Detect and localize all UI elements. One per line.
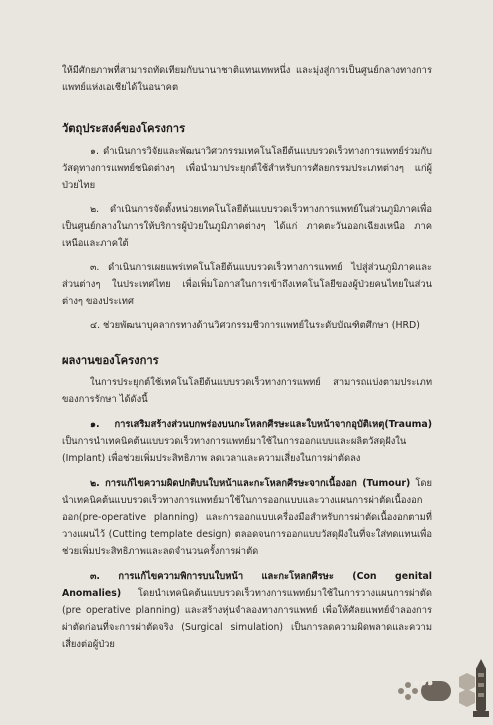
result-item-1 bbox=[62, 416, 432, 467]
result-item-2 bbox=[62, 475, 432, 560]
objective-item-1: ๑. ดำเนินการวิจัยและพัฒนาวิศวกรรมเทคโนโลยีต้นแบบรวดเร็วทางการแพทย์ร่วมกับวัสดุทางการแพทย์ชนิดต่างๆ เพื่อนำมาประยุกต์ใช้สำหรับการศัลยกรรมประเภทต่างๆ แก่ผู้ป่วยไทย bbox=[62, 146, 432, 191]
result-item-2-body: โดยนำเทคนิคต้นแบบรวดเร็วทางการแพทย์มาใช้ในการออกแบบและวางแผนการผ่าตัดเนื้องอกออก(pre-operative planning) และการออกแบบเครื่องมือสำหรับการผ่าตัดเนื้องอกตามที่วางแผนไว้ (Cutting template design) ตลอดจนการออกแบบวัสดุฝังในที่จะใส่ทดแทนเพื่อช่วยเพิ่มประสิทธิภาพและลดจำนวนครั้งการผ่าตัด bbox=[62, 478, 432, 557]
results-intro: ในการประยุกต์ใช้เทคโนโลยีต้นแบบรวดเร็วทางการแพทย์ สามารถแบ่งตามประเภทของการรักษา ได้ดังนี้ bbox=[62, 377, 432, 405]
objectives-section bbox=[62, 120, 432, 334]
objectives-heading: วัตถุประสงค์ของโครงการ bbox=[62, 122, 186, 135]
results-heading: ผลงานของโครงการ bbox=[62, 354, 159, 367]
results-section bbox=[62, 352, 432, 653]
intro-paragraph: ให้มีศักยภาพที่สามารถทัดเทียมกับนานาชาติแทนเทพหนึ่ง และมุ่งสู่การเป็นศูนย์กลางทางการแพทย์แห่งเอเชียได้ในอนาคต bbox=[62, 65, 432, 93]
objective-item-3: ๓. ดำเนินการเผยแพร่เทคโนโลยีต้นแบบรวดเร็วทางการแพทย์ ไปสู่ส่วนภูมิภาคและส่วนต่างๆ ในประเทศไทย เพื่อเพิ่มโอกาสในการเข้าถึงเทคโนโลยีของผู้ป่วยคนไทยในส่วนต่างๆ ของประเทศ bbox=[62, 262, 432, 307]
objective-item-4: ๔. ช่วยพัฒนาบุคลากรทางด้านวิศวกรรมชีวการแพทย์ในระดับบัณฑิตศึกษา (HRD) bbox=[90, 320, 420, 331]
page-number: ๑๑๑ bbox=[414, 678, 435, 688]
result-item-1-title: ๑. การเสริมสร้างส่วนบกพร่องบนกะโหลกศีรษะและใบหน้าจากอุบัติเหตุ(Trauma) bbox=[90, 419, 432, 430]
result-item-3 bbox=[62, 568, 432, 653]
result-item-1-body: เป็นการนำเทคนิคต้นแบบรวดเร็วทางการแพทย์มาใช้ในการออกแบบและผลิตวัสดุฝังใน (Implant) เพื่อช่วยเพิ่มประสิทธิภาพ ลดเวลาและความเสี่ยงในการผ่าตัดลง bbox=[62, 436, 407, 464]
result-item-2-title: ๒. การแก้ไขความผิดปกติบนใบหน้าและกะโหลกศีรษะจากเนื้องอก (Tumour) bbox=[90, 478, 411, 489]
footer-ornament-icon bbox=[395, 655, 493, 725]
objective-item-2: ๒. ดำเนินการจัดตั้งหน่วยเทคโนโลยีต้นแบบรวดเร็วทางการแพทย์ในส่วนภูมิภาคเพื่อเป็นศูนย์กลางในการให้บริการผู้ป่วยในภูมิภาคต่างๆ ได้แก่ ภาคตะวันออกเฉียงเหนือ ภาคเหนือและภาคใต้ bbox=[62, 204, 432, 249]
intro-section bbox=[62, 62, 432, 96]
result-item-3-title: ๓. การแก้ไขความพิการบนใบหน้า และกะโหลกศีรษะ (Con genital Anomalies) bbox=[62, 571, 432, 599]
result-item-3-body: โดยนำเทคนิคต้นแบบรวดเร็วทางการแพทย์มาใช้ในการวางแผนการผ่าตัด (pre operative planning) และสร้างหุ่นจำลองทางการแพทย์ เพื่อให้ศัลยแพทย์จำลองการผ่าตัดก่อนที่จะการผ่าตัดจริง (Surgical simulation) เป็นการลดความผิดพลาดและความเสี่ยงต่อผู้ป่วย bbox=[62, 588, 432, 650]
